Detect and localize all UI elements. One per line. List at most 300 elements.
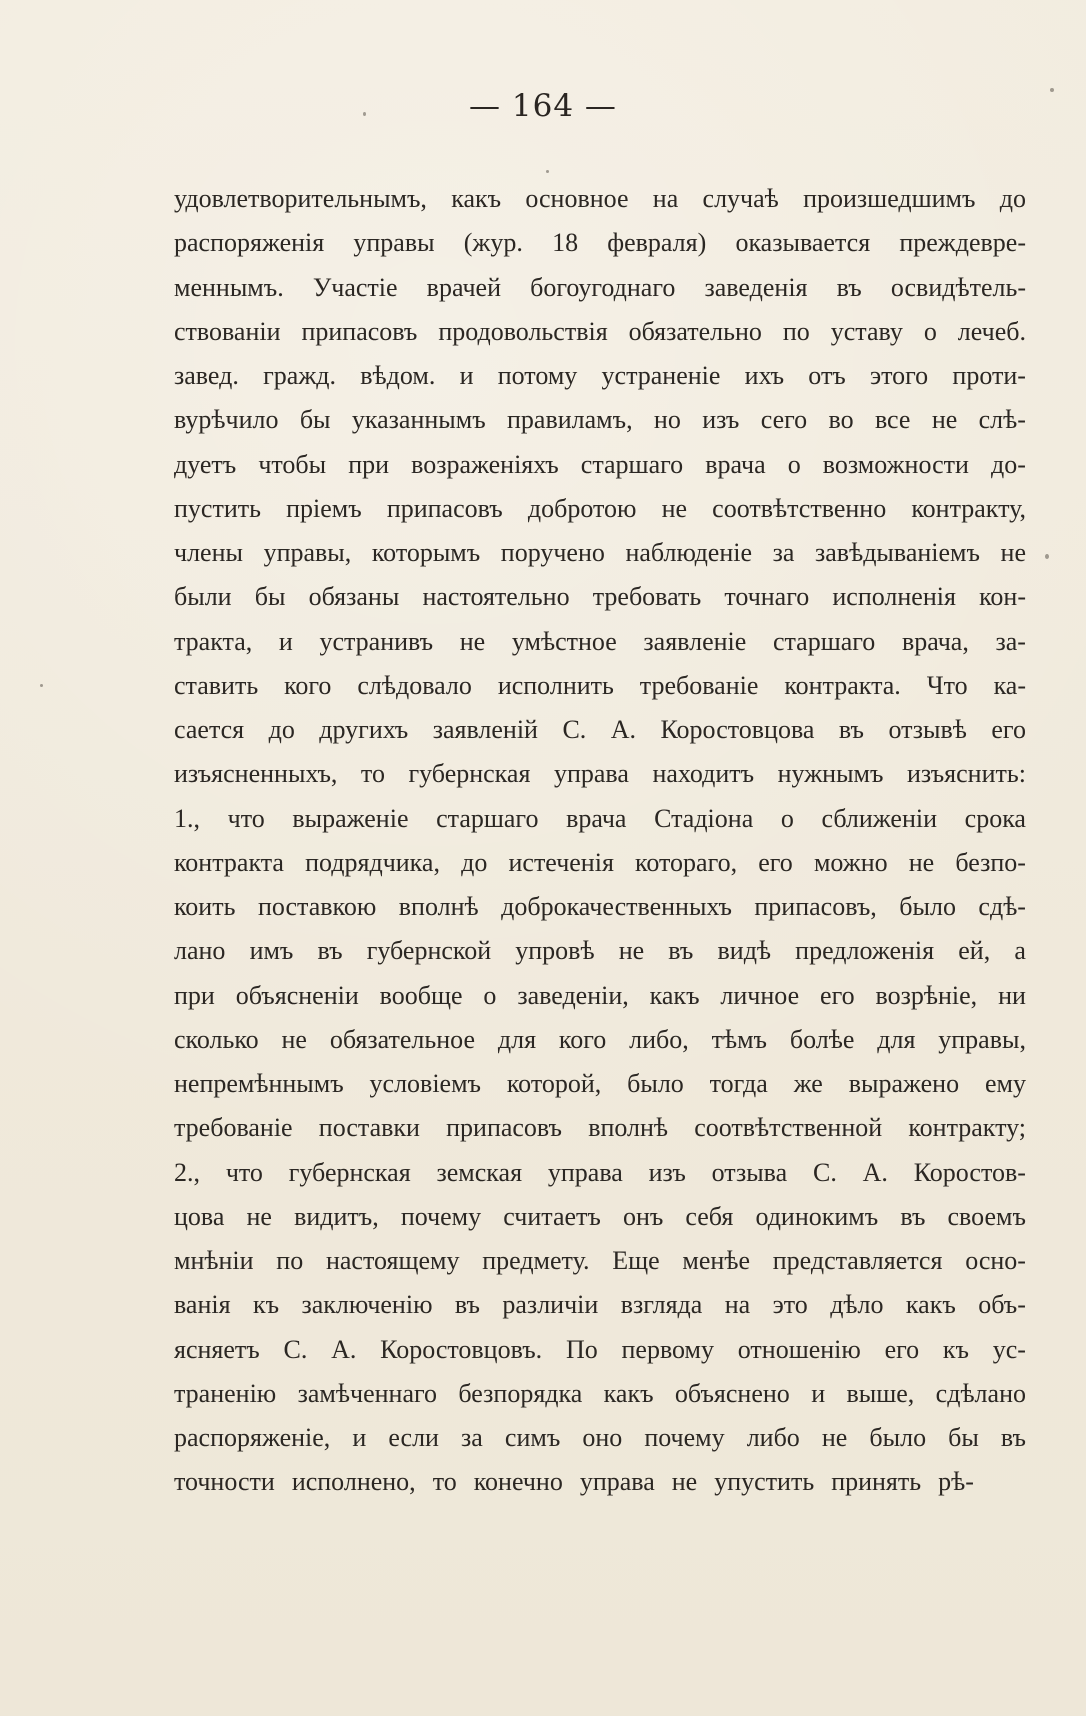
word: врачей <box>426 272 501 302</box>
word: возраженіяхъ <box>411 449 559 479</box>
word: не <box>661 493 688 523</box>
word: пустить <box>174 493 261 523</box>
word: контракта <box>174 847 284 877</box>
word: оказывается <box>735 228 871 258</box>
word: непремѣннымъ <box>174 1069 344 1098</box>
word: безпорядка <box>458 1378 583 1408</box>
text-line <box>174 1018 1026 1062</box>
word: умѣстное <box>511 626 617 656</box>
word: объясненіи <box>235 980 359 1010</box>
word: мнѣніи <box>174 1246 254 1275</box>
word: и <box>459 361 474 390</box>
word: для <box>877 1024 916 1054</box>
word: менѣе <box>682 1246 750 1275</box>
word: поручено <box>500 538 605 567</box>
word: ему <box>984 1069 1026 1098</box>
print-speck <box>40 684 43 687</box>
word: уставу <box>830 316 903 346</box>
word: обязаны <box>308 582 400 612</box>
word: лано <box>174 936 226 966</box>
word: Участіе <box>312 272 398 302</box>
word: до <box>461 847 488 877</box>
word: на <box>652 184 679 213</box>
word: распоряженіе, <box>174 1423 331 1452</box>
word: его <box>758 847 793 877</box>
word: заключенію <box>301 1290 433 1320</box>
text-line <box>174 531 1026 575</box>
word: осно- <box>965 1246 1026 1275</box>
word: обязательно <box>628 316 762 346</box>
text-line <box>174 664 1026 708</box>
word: первому <box>621 1334 714 1364</box>
word: то <box>360 759 385 789</box>
word: условіемъ <box>369 1069 481 1098</box>
word: не <box>1000 538 1026 567</box>
word: бы <box>948 1423 979 1452</box>
word: ей, <box>958 936 991 966</box>
word: доброкачественныхъ <box>501 892 732 921</box>
word: до- <box>991 449 1026 479</box>
word: различіи <box>502 1290 599 1320</box>
word: въ <box>317 936 343 966</box>
word: устраненіе <box>601 361 721 390</box>
word: отзыва <box>711 1157 788 1187</box>
word: бы <box>254 582 286 612</box>
text-line <box>174 1195 1026 1239</box>
word: продовольствія <box>438 316 608 346</box>
text-line <box>174 1062 1026 1106</box>
text-line <box>174 1239 1026 1283</box>
word: считаетъ <box>503 1201 601 1231</box>
word: этого <box>869 361 929 390</box>
word: земская <box>436 1157 523 1187</box>
word: настоящему <box>325 1246 460 1275</box>
word: проти- <box>952 361 1026 390</box>
word: либо <box>746 1423 800 1452</box>
word: выражено <box>848 1069 960 1098</box>
word: губернская <box>408 759 531 789</box>
word: тогда <box>709 1069 768 1098</box>
word: имъ <box>249 936 294 966</box>
word: что <box>227 803 265 833</box>
word: но <box>653 405 681 435</box>
word: во <box>828 405 854 435</box>
word: до <box>999 184 1026 213</box>
word: возрѣніе, <box>875 980 978 1010</box>
word: старшаго <box>436 803 539 833</box>
word: не <box>459 626 486 656</box>
word: сколько <box>174 1024 259 1054</box>
word: врача, <box>901 626 969 656</box>
word: ихъ <box>744 361 785 390</box>
word: оно <box>582 1423 623 1452</box>
word: контракту, <box>911 493 1026 523</box>
word: въ <box>836 272 862 302</box>
word: подрядчика, <box>305 847 440 877</box>
word: заведеніи, <box>517 980 629 1010</box>
text-line <box>174 487 1026 531</box>
word: заявленій <box>432 715 538 744</box>
word: въ <box>838 715 864 744</box>
word: 1., <box>174 803 200 833</box>
word: было <box>869 1423 927 1452</box>
text-line <box>174 620 1026 664</box>
word: сдѣ- <box>978 892 1026 921</box>
word: ни <box>998 980 1026 1010</box>
word: все <box>874 405 911 435</box>
word: онъ <box>622 1201 664 1231</box>
word: кон- <box>979 582 1026 612</box>
word: вѣдом. <box>360 361 436 390</box>
text-line <box>174 443 1026 487</box>
word: изъяснить: <box>907 759 1026 789</box>
word: не <box>281 1024 307 1054</box>
word: ванія <box>174 1290 231 1320</box>
word: было <box>627 1069 684 1098</box>
word: 2., <box>174 1157 200 1187</box>
word: С. <box>283 1334 308 1364</box>
word: удовлетворительнымъ, <box>174 184 427 213</box>
word: отзывѣ <box>888 715 967 744</box>
word: своемъ <box>947 1201 1026 1231</box>
word: себя <box>685 1201 734 1231</box>
word: Стадіона <box>654 803 754 833</box>
word: вурѣчило <box>174 405 279 435</box>
word: дѣло <box>830 1290 884 1320</box>
word: рѣ- <box>938 1467 974 1497</box>
word: какъ <box>451 184 502 213</box>
word: слѣдовало <box>357 670 472 700</box>
word: возможности <box>822 449 969 479</box>
word: исполненія <box>832 582 956 612</box>
word: другихъ <box>319 715 409 744</box>
word: врача <box>566 803 627 833</box>
text-line <box>174 221 1026 265</box>
word: симъ <box>504 1423 561 1452</box>
word: устранивъ <box>319 626 434 656</box>
word: Что <box>926 670 968 700</box>
word: либо, <box>629 1024 689 1054</box>
word: обязательное <box>329 1024 476 1054</box>
word: не <box>821 1423 848 1452</box>
word: сается <box>174 715 245 744</box>
word: кого <box>284 670 332 700</box>
word: заявленіе <box>643 626 747 656</box>
word: не <box>908 847 935 877</box>
word: распоряженія <box>174 228 325 258</box>
word: видитъ, <box>294 1201 379 1231</box>
text-line <box>174 398 1026 442</box>
word: С. <box>812 1157 837 1187</box>
word: управа <box>579 1467 655 1497</box>
word: болѣе <box>789 1024 855 1054</box>
word: и <box>811 1378 826 1408</box>
word: отъ <box>808 361 846 390</box>
word: вполнѣ <box>588 1113 669 1143</box>
word: ус- <box>992 1334 1026 1364</box>
word: какъ <box>905 1290 956 1320</box>
word: Коростовцова <box>660 715 815 744</box>
print-speck <box>363 112 366 116</box>
word: управа <box>547 1157 623 1187</box>
word: что <box>225 1157 263 1187</box>
word: управы <box>353 228 435 258</box>
word: коить <box>174 892 236 921</box>
word: преждевре- <box>899 228 1026 258</box>
word: въ <box>668 936 694 966</box>
word: указаннымъ <box>351 405 486 435</box>
word: видѣ <box>717 936 772 966</box>
word: старшаго <box>580 449 684 479</box>
word: чтобы <box>258 449 327 479</box>
word: и <box>278 626 293 656</box>
word: Коростов- <box>913 1157 1026 1187</box>
text-line <box>174 1328 1026 1372</box>
word: за- <box>995 626 1026 656</box>
word: вообще <box>379 980 463 1010</box>
word: случаѣ <box>702 184 779 213</box>
word: можно <box>813 847 888 877</box>
text-line <box>174 1151 1026 1195</box>
text-line <box>174 974 1026 1018</box>
word: члены <box>174 538 243 567</box>
word: конечно <box>473 1467 563 1497</box>
text-line <box>174 1416 1026 1460</box>
word: Коростовцовъ. <box>380 1334 543 1364</box>
word: по <box>782 316 810 346</box>
word: при <box>174 980 215 1010</box>
word: при <box>348 449 390 479</box>
word: безпо- <box>955 847 1026 877</box>
word: сближеніи <box>821 803 938 833</box>
word: управа <box>553 759 629 789</box>
word: исполнено, <box>291 1467 416 1497</box>
word: къ <box>252 1290 280 1320</box>
word: поставкою <box>257 892 377 921</box>
word: поставки <box>318 1113 420 1143</box>
word: управы, <box>263 538 352 567</box>
word: къ <box>942 1334 969 1364</box>
word: о <box>483 980 497 1010</box>
word: контракта. <box>784 670 901 700</box>
word: за <box>461 1423 483 1452</box>
word: А. <box>610 715 637 744</box>
word: его <box>991 715 1026 744</box>
word: до <box>268 715 295 744</box>
word: А. <box>862 1157 888 1187</box>
body-text <box>174 177 1026 1505</box>
word: объяснено <box>674 1378 790 1408</box>
word: за <box>772 538 795 567</box>
word: исполнить <box>497 670 614 700</box>
text-line <box>174 841 1026 885</box>
word: (жур. <box>463 228 523 258</box>
word: требовать <box>592 582 702 612</box>
word: предмету. <box>482 1246 590 1275</box>
word: ствованіи <box>174 316 281 346</box>
word: ясняетъ <box>174 1334 260 1364</box>
word: припасовъ <box>446 1113 563 1143</box>
word: то <box>432 1467 457 1497</box>
word: принять <box>831 1467 922 1497</box>
word: припасовъ, <box>754 892 877 921</box>
word: заведенія <box>704 272 808 302</box>
word: припасовъ <box>301 316 418 346</box>
word: замѣченнаго <box>297 1378 438 1408</box>
word: богоугоднаго <box>530 272 676 302</box>
word: основное <box>525 184 629 213</box>
word: же <box>793 1069 823 1098</box>
word: ставить <box>174 670 259 700</box>
word: траненію <box>174 1378 277 1408</box>
word: припасовъ <box>386 493 503 523</box>
text-line <box>174 885 1026 929</box>
word: о <box>787 449 801 479</box>
word: не <box>618 936 645 966</box>
word: были <box>174 582 232 612</box>
word: его <box>884 1334 920 1364</box>
text-line <box>174 1283 1026 1327</box>
word: цова <box>174 1201 225 1231</box>
word: не <box>671 1467 698 1497</box>
word: меннымъ. <box>174 272 284 302</box>
word: губернская <box>288 1157 411 1187</box>
word: С. <box>562 715 587 744</box>
word: представляется <box>772 1246 943 1275</box>
print-speck <box>1045 554 1049 559</box>
word: и <box>352 1423 367 1452</box>
word: сего <box>760 405 808 435</box>
text-line <box>174 708 1026 752</box>
word: а <box>1014 936 1026 966</box>
word: которой, <box>506 1069 602 1098</box>
word: соотвѣтственно <box>712 493 887 523</box>
word: взгляда <box>620 1290 703 1320</box>
word: упровѣ <box>515 936 595 966</box>
text-line <box>174 310 1026 354</box>
word: не <box>931 405 958 435</box>
word: 18 <box>552 228 579 258</box>
text-line <box>174 1106 1026 1150</box>
word: срока <box>964 803 1026 833</box>
word: изъ <box>702 405 740 435</box>
word: ка- <box>993 670 1026 700</box>
text-line <box>174 752 1026 796</box>
word: выраженіе <box>292 803 409 833</box>
word: какъ <box>649 980 700 1010</box>
word: почему <box>400 1201 482 1231</box>
word: въ <box>454 1290 480 1320</box>
word: А. <box>331 1334 357 1364</box>
word: добротою <box>527 493 637 523</box>
word: произшедшимъ <box>803 184 976 213</box>
word: истеченія <box>508 847 614 877</box>
word: дуетъ <box>174 449 237 479</box>
word: правиламъ, <box>507 405 633 435</box>
word: слѣ- <box>978 405 1026 435</box>
word: завед. <box>174 361 239 390</box>
word: сдѣлано <box>935 1378 1026 1408</box>
word: По <box>565 1334 598 1364</box>
word: которымъ <box>371 538 481 567</box>
text-line <box>174 1372 1026 1416</box>
word: находитъ <box>652 759 755 789</box>
word: тракта, <box>174 626 253 656</box>
word: одинокимъ <box>755 1201 879 1231</box>
word: кого <box>558 1024 607 1054</box>
word: губернской <box>366 936 492 966</box>
word: это <box>772 1290 808 1320</box>
text-line <box>174 1460 1026 1504</box>
word: объ- <box>978 1290 1026 1320</box>
word: не <box>246 1201 272 1231</box>
text-line <box>174 266 1026 310</box>
text-line <box>174 177 1026 221</box>
word: въ <box>900 1201 926 1231</box>
word: личное <box>720 980 800 1010</box>
word: котораго, <box>635 847 738 877</box>
text-line <box>174 797 1026 841</box>
print-speck <box>1050 88 1054 92</box>
word: предложенія <box>795 936 935 966</box>
word: вполнѣ <box>398 892 479 921</box>
word: изъясненныхъ, <box>174 759 338 789</box>
word: для <box>497 1024 537 1054</box>
word: освидѣтель- <box>890 272 1026 302</box>
word: гражд. <box>263 361 337 390</box>
word: наблюденіе <box>625 538 753 567</box>
word: бы <box>299 405 331 435</box>
word: старшаго <box>772 626 876 656</box>
word: выше, <box>846 1378 915 1408</box>
word: отношенію <box>737 1334 861 1364</box>
word: если <box>388 1423 439 1452</box>
word: упустить <box>714 1467 815 1497</box>
word: въ <box>1000 1423 1026 1452</box>
word: изъ <box>648 1157 686 1187</box>
word: почему <box>644 1423 725 1452</box>
word: лечеб. <box>957 316 1026 346</box>
word: февраля) <box>607 228 707 258</box>
word: о <box>780 803 794 833</box>
word: управы, <box>938 1024 1026 1054</box>
word: потому <box>497 361 578 390</box>
word: по <box>276 1246 304 1275</box>
word: точности <box>174 1467 275 1497</box>
word: тѣмъ <box>711 1024 767 1054</box>
word: нужнымъ <box>777 759 884 789</box>
word: на <box>724 1290 751 1320</box>
word: врача <box>705 449 766 479</box>
word: его <box>820 980 855 1010</box>
word: пріемъ <box>286 493 362 523</box>
word: было <box>899 892 956 921</box>
word: Еще <box>612 1246 660 1275</box>
page-number: — 164 — <box>469 88 617 124</box>
word: требованіе <box>174 1113 293 1143</box>
word: настоятельно <box>422 582 570 612</box>
word: точнаго <box>724 582 810 612</box>
text-line <box>174 575 1026 619</box>
print-speck <box>546 170 549 173</box>
word: завѣдываніемъ <box>815 538 980 567</box>
word: соотвѣтственной <box>694 1113 883 1143</box>
word: о <box>923 316 937 346</box>
word: требованіе <box>639 670 759 700</box>
text-line <box>174 354 1026 398</box>
word: контракту; <box>908 1113 1026 1143</box>
word: какъ <box>603 1378 654 1408</box>
